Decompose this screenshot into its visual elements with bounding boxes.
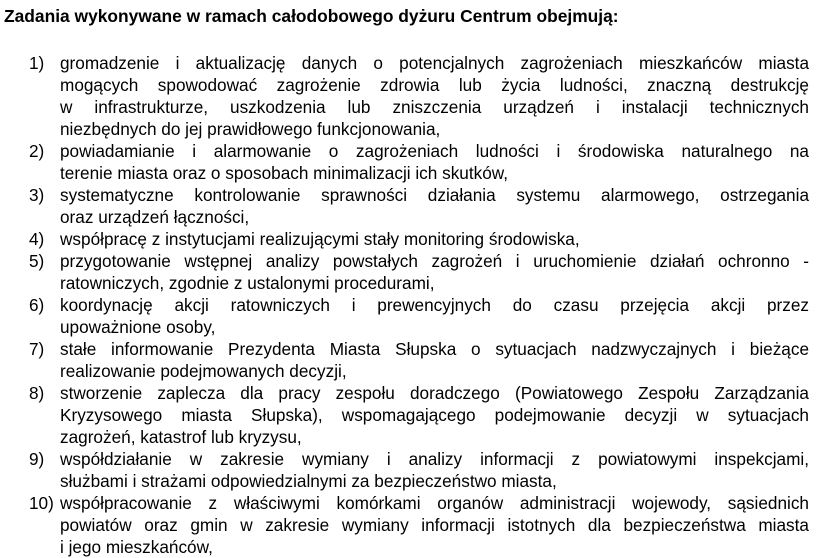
task-text-line: powiadamianie i alarmowanie o zagrożeniach ludności i środowiska naturalnego na: [60, 141, 809, 161]
task-text-line: współdziałanie w zakresie wymiany i analizy informacji z powiatowymi inspekcjami,: [60, 449, 809, 469]
task-list-item: [0, 294, 835, 338]
task-text-line: upoważnione osoby,: [60, 317, 216, 337]
task-list-item-text: [60, 140, 809, 184]
task-list-item-number: 4): [29, 229, 45, 249]
task-list-item-text: [60, 492, 809, 558]
task-list-item-text: [60, 52, 809, 140]
task-text-line: służbami i strażami odpowiedzialnymi za bezpieczeństwo miasta,: [60, 471, 557, 491]
task-text-line: gromadzenie i aktualizację danych o potencjalnych zagrożeniach mieszkańców miasta: [60, 53, 809, 73]
task-text-line: powiatów oraz gmin w zakresie wymiany informacji istotnych dla bezpieczeństwa miasta: [60, 515, 809, 535]
task-list-item-number: 3): [29, 185, 45, 205]
task-list-item-text: [60, 250, 809, 294]
task-list-item: [0, 184, 835, 228]
task-list-item: [0, 492, 835, 558]
task-list-item: [0, 338, 835, 382]
task-list-item-text: [60, 338, 809, 382]
task-list-item-number: 8): [29, 383, 45, 403]
task-list-item: [0, 448, 835, 492]
task-text-line: i jego mieszkańców,: [60, 537, 213, 557]
task-list-item: [0, 382, 835, 448]
task-list-item-number: 7): [29, 339, 45, 359]
task-text-line: realizowanie podejmowanych decyzji,: [60, 361, 347, 381]
task-text-line: terenie miasta oraz o sposobach minimalizacji ich skutków,: [60, 163, 509, 183]
task-text-line: zagrożeń, katastrof lub kryzysu,: [60, 427, 302, 447]
task-list-item: [0, 250, 835, 294]
task-list-item-text: [60, 382, 809, 448]
task-text-line: mogących spowodować zagrożenie zdrowia lub życia ludności, znaczną destrukcję: [60, 75, 809, 95]
task-list-item-number: 2): [29, 141, 45, 161]
task-text-line: systematyczne kontrolowanie sprawności działania systemu alarmowego, ostrzegania: [60, 185, 809, 205]
task-text-line: ratowniczych, zgodnie z ustalonymi procedurami,: [60, 273, 435, 293]
task-text-line: stworzenie zaplecza dla pracy zespołu doradczego (Powiatowego Zespołu Zarządzania: [60, 383, 809, 403]
task-text-line: oraz urządzeń łączności,: [60, 207, 250, 227]
task-list-item-number: 5): [29, 251, 45, 271]
task-list-item: [0, 228, 835, 250]
task-text-line: przygotowanie wstępnej analizy powstałych zagrożeń i uruchomienie działań ochronno -: [60, 251, 809, 271]
task-text-line: współpracę z instytucjami realizującymi stały monitoring środowiska,: [60, 229, 580, 249]
task-list-item-text: [60, 184, 809, 228]
task-text-line: koordynację akcji ratowniczych i prewencyjnych do czasu przejęcia akcji przez: [60, 295, 809, 315]
task-text-line: Kryzysowego miasta Słupska), wspomagającego podejmowanie decyzji w sytuacjach: [60, 405, 809, 425]
task-text-line: niezbędnych do jej prawidłowego funkcjonowania,: [60, 119, 441, 139]
task-list-item-number: 1): [29, 53, 45, 73]
task-list-item-number: 10): [29, 493, 54, 513]
task-text-line: współpracowanie z właściwymi komórkami organów administracji wojewody, sąsiednich: [60, 493, 809, 513]
task-list-item-text: [60, 294, 809, 338]
task-list-item-text: [60, 228, 809, 250]
task-text-line: w infrastrukturze, uszkodzenia lub zniszczenia urządzeń i instalacji technicznych: [60, 97, 809, 117]
task-list-item: [0, 140, 835, 184]
task-list-item-number: 6): [29, 295, 45, 315]
task-list-item-text: [60, 448, 809, 492]
task-text-line: stałe informowanie Prezydenta Miasta Słupska o sytuacjach nadzwyczajnych i bieżące: [60, 339, 809, 359]
document-heading: Zadania wykonywane w ramach całodobowego dyżuru Centrum obejmują:: [4, 6, 619, 26]
task-list-item: [0, 52, 835, 140]
task-list-item-number: 9): [29, 449, 45, 469]
task-list: [0, 52, 835, 558]
